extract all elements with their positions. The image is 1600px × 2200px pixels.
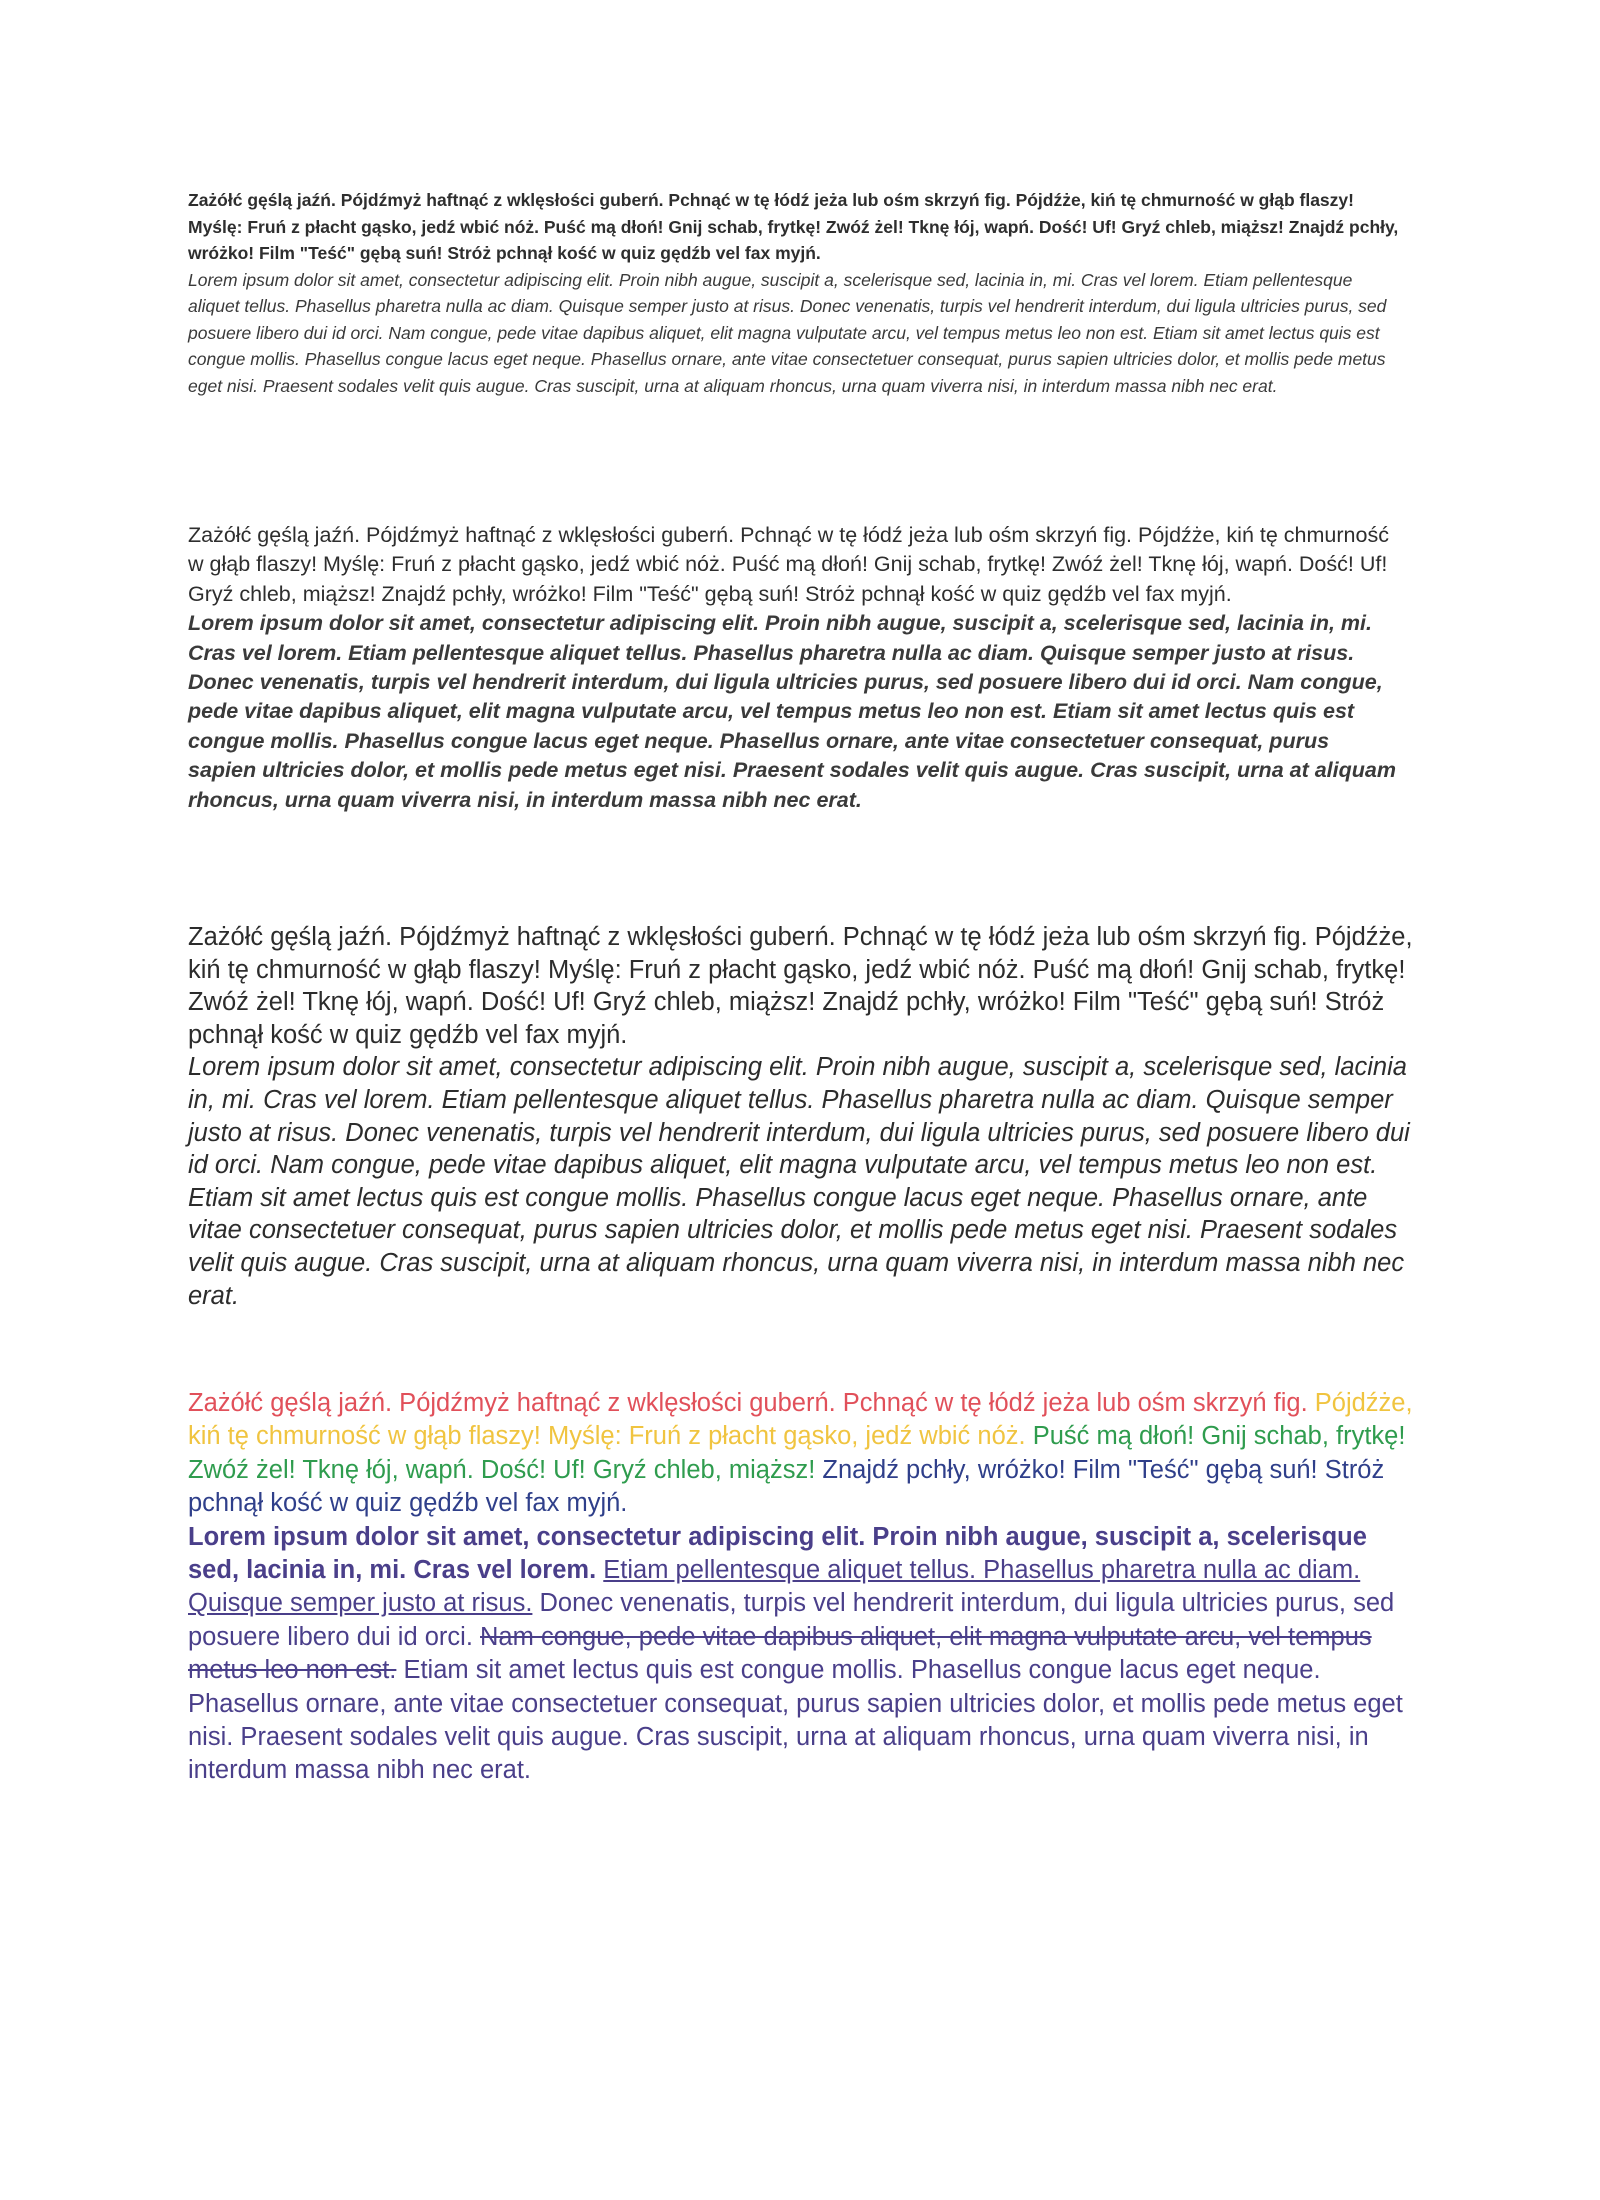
strikethrough-text-run: Nam congue, pede vitae dapibus aliquet, elit magna vulputate arcu, vel tempus metus leo non est. [188, 1622, 1372, 1685]
lorem-ipsum-paragraph: Lorem ipsum dolor sit amet, consectetur adipiscing elit. Proin nibh augue, suscipit a, scelerisque sed, lacinia in, mi. Cras vel lorem. Etiam pellentesque aliquet tellus. Phasellus pharetra nulla ac diam. Quisque semper justo at risus. Donec venenatis, turpis vel hendrerit interdum, dui ligula ultricies purus, sed posuere libero dui id orci. Nam congue, pede vitae dapibus aliquet, elit magna vulputate arcu, vel tempus metus leo non est. Etiam sit amet lectus quis est congue mollis. Phasellus congue lacus eget neque. Phasellus ornare, ante vitae consectetuer consequat, purus sapien ultricies dolor, et mollis pede metus eget nisi. Praesent sodales velit quis augue. Cras suscipit, urna at aliquam rhoncus, urna quam viverra nisi, in interdum massa nibh nec erat. [188, 269, 1387, 396]
text-block-large [188, 921, 1413, 1312]
polish-pangram-paragraph: Zażółć gęślą jaźń. Pójdźmyż haftnąć z wklęsłości guberń. Pchnąć w tę łódź jeża lub ośm skrzyń fig. Pójdźże, kiń tę chmurność w głąb flaszy! Myślę: Fruń z płacht gąsko, jedź wbić nóż. Puść mą dłoń! Gnij schab, frytkę! Zwóź żel! Tknę łój, wapń. Dość! Uf! Gryź chleb, miąższ! Znajdź pchły, wróżko! Film "Teść" gębą suń! Stróż pchnął kość w quiz gędźb vel fax myjń. [188, 923, 1413, 1049]
formatted-paragraph [188, 1521, 1413, 1788]
green-text-run: Puść mą dłoń! Gnij schab, frytkę! Zwóź żel! Tknę łój, wapń. Dość! Uf! Gryź chleb, miąższ! [188, 1422, 1406, 1484]
text-block-small [188, 187, 1403, 399]
yellow-text-run: Pójdźże, kiń tę chmurność w głąb flaszy! Myślę: Fruń z płacht gąsko, jedź wbić nóż. [188, 1389, 1413, 1451]
lorem-ipsum-paragraph: Lorem ipsum dolor sit amet, consectetur adipiscing elit. Proin nibh augue, suscipit a, scelerisque sed, lacinia in, mi. Cras vel lorem. Etiam pellentesque aliquet tellus. Phasellus pharetra nulla ac diam. Quisque semper justo at risus. Donec venenatis, turpis vel hendrerit interdum, dui ligula ultricies purus, sed posuere libero dui id orci. Nam congue, pede vitae dapibus aliquet, elit magna vulputate arcu, vel tempus metus leo non est. Etiam sit amet lectus quis est congue mollis. Phasellus congue lacus eget neque. Phasellus ornare, ante vitae consectetuer consequat, purus sapien ultricies dolor, et mollis pede metus eget nisi. Praesent sodales velit quis augue. Cras suscipit, urna at aliquam rhoncus, urna quam viverra nisi, in interdum massa nibh nec erat. [188, 1053, 1410, 1310]
red-text-run: Zażółć gęślą jaźń. Pójdźmyż haftnąć z wklęsłości guberń. Pchnąć w tę łódź jeża lub ośm skrzyń fig. [188, 1389, 1308, 1417]
plain-text-run: Donec venenatis, turpis vel hendrerit interdum, dui ligula ultricies purus, sed posuere libero dui id orci. [188, 1589, 1395, 1651]
colored-paragraph [188, 1387, 1413, 1521]
text-block-medium [188, 521, 1403, 815]
text-block-colored [188, 1387, 1413, 1788]
bold-text-run: Lorem ipsum dolor sit amet, consectetur adipiscing elit. Proin nibh augue, suscipit a, scelerisque sed, lacinia in, mi. Cras vel lorem. [188, 1522, 1367, 1585]
violet-text-run: Etiam sit amet lectus quis est congue mollis. Phasellus congue lacus eget neque. Phasellus ornare, ante vitae consectetuer consequat, purus sapien ultricies dolor, et mollis pede metus eget nisi. Praesent sodales velit quis augue. Cras suscipit, urna at aliquam rhoncus, urna quam viverra nisi, in interdum massa nibh nec erat. [188, 1656, 1403, 1785]
underlined-text-run: Etiam pellentesque aliquet tellus. Phasellus pharetra nulla ac diam. Quisque semper justo at risus. [188, 1556, 1361, 1618]
polish-pangram-paragraph: Zażółć gęślą jaźń. Pójdźmyż haftnąć z wklęsłości guberń. Pchnąć w tę łódź jeża lub ośm skrzyń fig. Pójdźże, kiń tę chmurność w głąb flaszy! Myślę: Fruń z płacht gąsko, jedź wbić nóż. Puść mą dłoń! Gnij schab, frytkę! Zwóź żel! Tknę łój, wapń. Dość! Uf! Gryź chleb, miąższ! Znajdź pchły, wróżko! Film "Teść" gębą suń! Stróż pchnął kość w quiz gędźb vel fax myjń. [188, 523, 1389, 606]
blue-text-run: Znajdź pchły, wróżko! Film "Teść" gębą suń! Stróż pchnął kość w quiz gędźb vel fax myjń. [188, 1455, 1385, 1518]
polish-pangram-paragraph: Zażółć gęślą jaźń. Pójdźmyż haftnąć z wklęsłości guberń. Pchnąć w tę łódź jeża lub ośm skrzyń fig. Pójdźże, kiń tę chmurność w głąb flaszy! Myślę: Fruń z płacht gąsko, jedź wbić nóż. Puść mą dłoń! Gnij schab, frytkę! Zwóź żel! Tknę łój, wapń. Dość! Uf! Gryź chleb, miąższ! Znajdź pchły, wróżko! Film "Teść" gębą suń! Stróż pchnął kość w quiz gędźb vel fax myjń. [188, 190, 1399, 263]
lorem-ipsum-paragraph: Lorem ipsum dolor sit amet, consectetur adipiscing elit. Proin nibh augue, suscipit a, scelerisque sed, lacinia in, mi. Cras vel lorem. Etiam pellentesque aliquet tellus. Phasellus pharetra nulla ac diam. Quisque semper justo at risus. Donec venenatis, turpis vel hendrerit interdum, dui ligula ultricies purus, sed posuere libero dui id orci. Nam congue, pede vitae dapibus aliquet, elit magna vulputate arcu, vel tempus metus leo non est. Etiam sit amet lectus quis est congue mollis. Phasellus congue lacus eget neque. Phasellus ornare, ante vitae consectetuer consequat, purus sapien ultricies dolor, et mollis pede metus eget nisi. Praesent sodales velit quis augue. Cras suscipit, urna at aliquam rhoncus, urna quam viverra nisi, in interdum massa nibh nec erat. [188, 611, 1396, 812]
